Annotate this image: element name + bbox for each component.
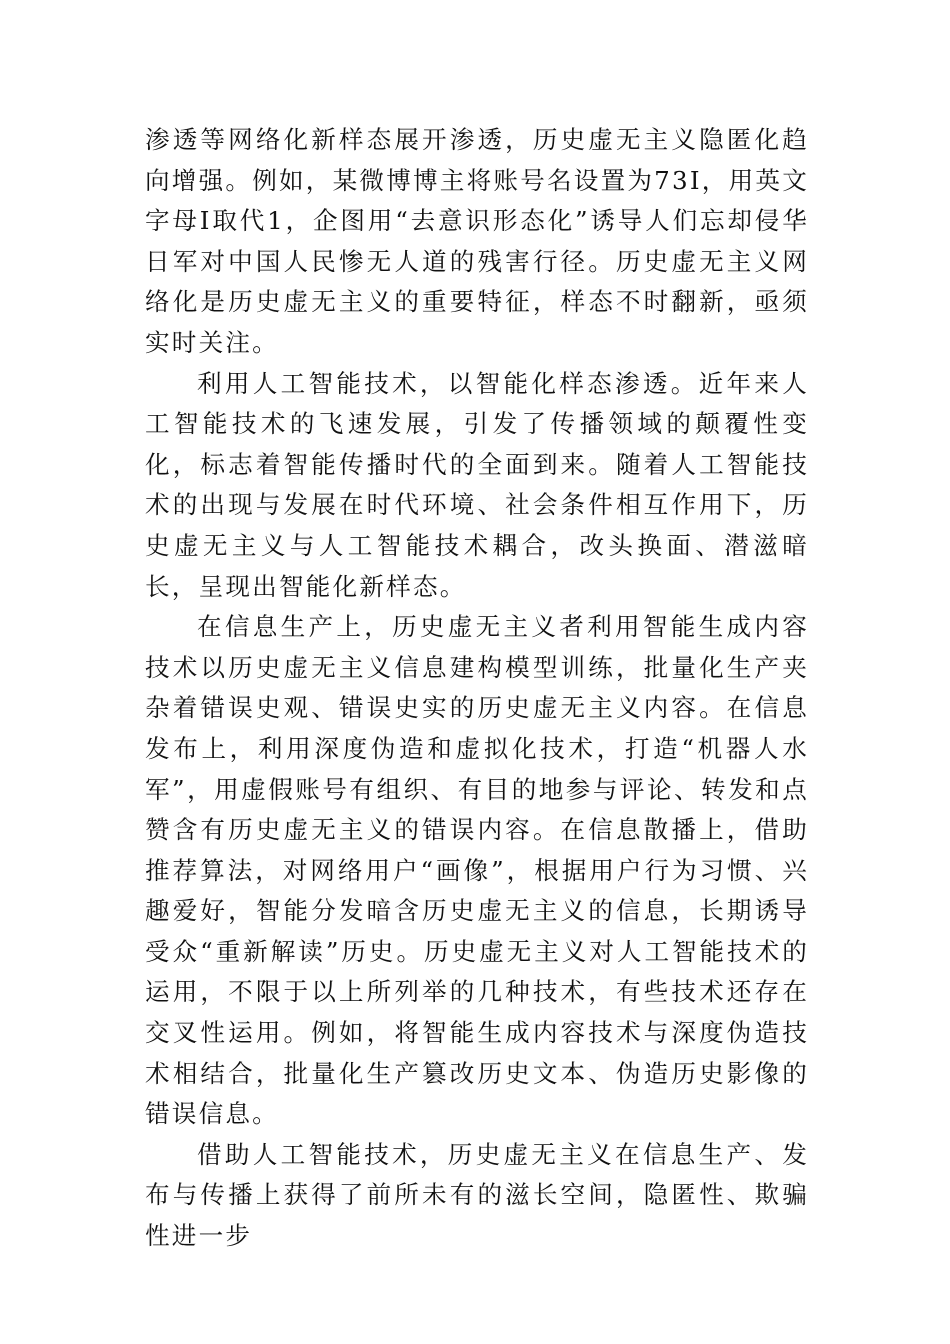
document-page [145,120,809,1257]
paragraph-4: 借助人工智能技术，历史虚无主义在信息生产、发布与传播上获得了前所未有的滋长空间，隐匿性、欺骗性进一步 [145,1139,809,1251]
paragraph-1: 渗透等网络化新样态展开渗透，历史虚无主义隐匿化趋向增强。例如，某微博博主将账号名设置为73I，用英文字母I取代1，企图用“去意识形态化”诱导人们忘却侵华日军对中国人民惨无人道的残害行径。历史虚无主义网络化是历史虚无主义的重要特征，样态不时翻新，亟须实时关注。 [145,125,809,357]
paragraph-3: 在信息生产上，历史虚无主义者利用智能生成内容技术以历史虚无主义信息建构模型训练，批量化生产夹杂着错误史观、错误史实的历史虚无主义内容。在信息发布上，利用深度伪造和虚拟化技术，打造“机器人水军”，用虚假账号有组织、有目的地参与评论、转发和点赞含有历史虚无主义的错误内容。在信息散播上，借助推荐算法，对网络用户“画像”，根据用户行为习惯、兴趣爱好，智能分发暗含历史虚无主义的信息，长期诱导受众“重新解读”历史。历史虚无主义对人工智能技术的运用，不限于以上所列举的几种技术，有些技术还存在交叉性运用。例如，将智能生成内容技术与深度伪造技术相结合，批量化生产篡改历史文本、伪造历史影像的错误信息。 [145,612,809,1129]
paragraph-2: 利用人工智能技术，以智能化样态渗透。近年来人工智能技术的飞速发展，引发了传播领域的颠覆性变化，标志着智能传播时代的全面到来。随着人工智能技术的出现与发展在时代环境、社会条件相互作用下，历史虚无主义与人工智能技术耦合，改头换面、潜滋暗长，呈现出智能化新样态。 [145,368,809,601]
